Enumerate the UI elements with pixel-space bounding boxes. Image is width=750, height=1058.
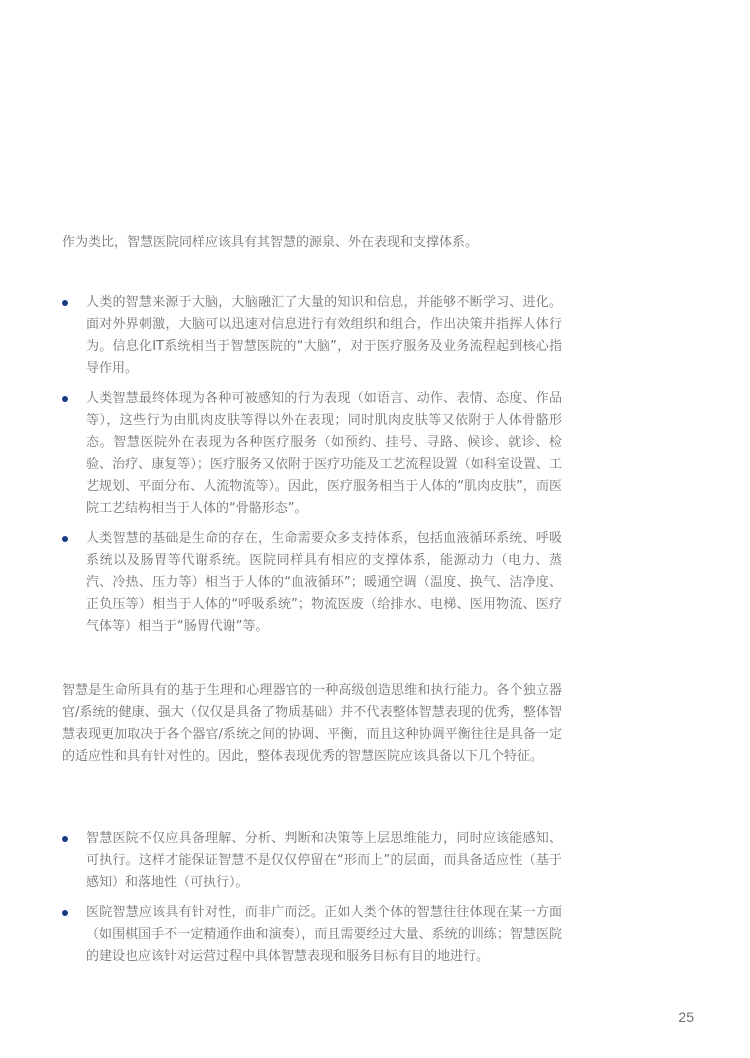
bullet-dot-icon [62, 910, 68, 916]
list-item [62, 388, 562, 520]
list-item-text: 医院智慧应该具有针对性，而非广而泛。正如人类个体的智慧往往体现在某一方面（如围棋国手不一定精通作曲和演奏），而且需要经过大量、系统的训练；智慧医院的建设也应该针对运营过程中具体智慧表现和服务目标有目的地进行。 [86, 905, 562, 964]
bullet-dot-icon [62, 836, 68, 842]
list-item-text: 人类智慧最终体现为各种可被感知的行为表现（如语言、动作、表情、态度、作品等），这些行为由肌肉皮肤等得以外在表现；同时肌肉皮肤等又依附于人体骨骼形态。智慧医院外在表现为各种医疗服务（如预约、挂号、寻路、候诊、就诊、检验、治疗、康复等）；医疗服务又依附于医疗功能及工艺流程设置（如科室设置、工艺规划、平面分布、人流物流等）。因此，医疗服务相当于人体的“肌肉皮肤”，而医院工艺结构相当于人体的“骨骼形态”。 [86, 391, 562, 516]
middle-paragraph: 智慧是生命所具有的基于生理和心理器官的一种高级创造思维和执行能力。各个独立器官/系统的健康、强大（仅仅是具备了物质基础）并不代表整体智慧表现的优秀，整体智慧表现更加取决于各个器官/系统之间的协调、平衡，而且这种协调平衡往往是具备一定的适应性和具有针对性的。因此，整体表现优秀的智慧医院应该具备以下几个特征。 [62, 683, 562, 764]
list-item [62, 828, 562, 894]
bullet-dot-icon [62, 396, 68, 402]
list-item [62, 292, 562, 380]
list-item-text: 智慧医院不仅应具备理解、分析、判断和决策等上层思维能力，同时应该能感知、可执行。这样才能保证智慧不是仅仅停留在“形而上”的层面，而具备适应性（基于感知）和落地性（可执行）。 [86, 831, 562, 890]
list-item-text: 人类的智慧来源于大脑，大脑融汇了大量的知识和信息，并能够不断学习、进化。面对外界刺激，大脑可以迅速对信息进行有效组织和组合，作出决策并指挥人体行为。信息化IT系统相当于智慧医院的“大脑”，对于医疗服务及业务流程起到核心指导作用。 [86, 295, 562, 376]
list-item [62, 902, 562, 968]
bullet-dot-icon [62, 300, 68, 306]
intro-paragraph: 作为类比，智慧医院同样应该具有其智慧的源泉、外在表现和支撑体系。 [62, 235, 479, 250]
list-item-text: 人类智慧的基础是生命的存在，生命需要众多支持体系，包括血液循环系统、呼吸系统以及肠胃等代谢系统。医院同样具有相应的支撑体系，能源动力（电力、蒸汽、冷热、压力等）相当于人体的“血液循环”；暖通空调（温度、换气、洁净度、正负压等）相当于人体的“呼吸系统”；物流医废（给排水、电梯、医用物流、医疗气体等）相当于“肠胃代谢”等。 [86, 531, 562, 634]
page-number: 25 [678, 1009, 694, 1025]
bullet-list-features [62, 828, 562, 976]
bullet-dot-icon [62, 536, 68, 542]
bullet-list-organs [62, 292, 562, 646]
list-item [62, 528, 562, 638]
